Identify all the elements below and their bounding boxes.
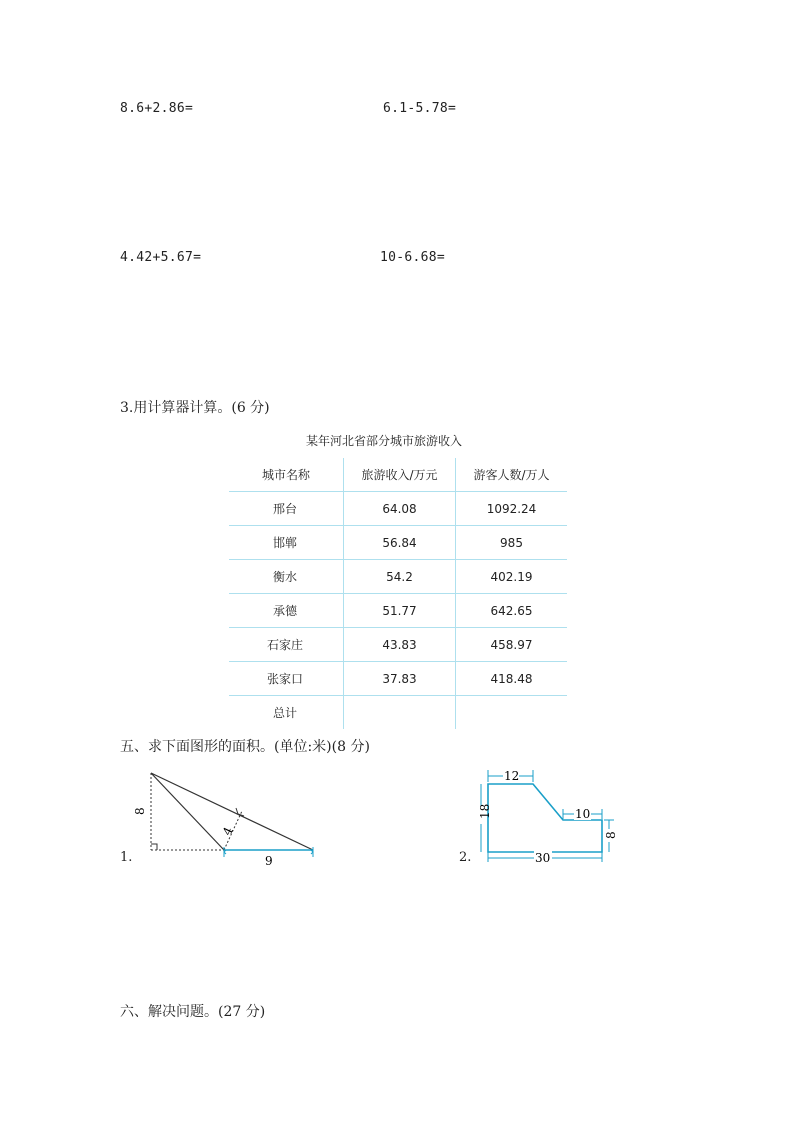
table-title: 某年河北省部分城市旅游收入 (306, 434, 463, 448)
total-income-cell (344, 696, 456, 730)
label-height: 8 (133, 807, 147, 815)
section5-heading: 五、求下面图形的面积。(单位:米)(8 分) (120, 739, 370, 755)
table-row (229, 662, 567, 696)
header-visitors: 游客人数/万人 (456, 458, 568, 492)
city-cell: 石家庄 (229, 628, 344, 662)
section6-heading: 六、解决问题。(27 分) (120, 1004, 266, 1020)
city-cell: 承德 (229, 594, 344, 628)
section3-heading: 3.用计算器计算。(6 分) (120, 400, 270, 416)
city-cell: 邢台 (229, 492, 344, 526)
city-cell: 衡水 (229, 560, 344, 594)
triangle-side-hypotenuse (151, 773, 313, 850)
table-header-row (229, 458, 567, 492)
city-cell: 张家口 (229, 662, 344, 696)
calc-item-4: 10-6.68= (380, 250, 446, 265)
income-cell: 64.08 (344, 492, 456, 526)
income-cell: 43.83 (344, 628, 456, 662)
header-income: 旅游收入/万元 (344, 458, 456, 492)
income-cell: 56.84 (344, 526, 456, 560)
calc-item-3: 4.42+5.67= (120, 250, 202, 265)
table-row (229, 560, 567, 594)
figure2-number: 2. (459, 850, 472, 865)
table-row (229, 594, 567, 628)
city-cell: 邯郸 (229, 526, 344, 560)
table-row (229, 628, 567, 662)
composite-shape-figure (472, 766, 622, 866)
label-top: 12 (504, 769, 520, 783)
calc-item-1: 8.6+2.86= (120, 101, 194, 116)
visitors-cell: 1092.24 (456, 492, 568, 526)
tourism-table (229, 458, 567, 729)
visitors-cell: 642.65 (456, 594, 568, 628)
header-city: 城市名称 (229, 458, 344, 492)
altitude-right-angle-mark (236, 808, 244, 816)
label-step: 10 (575, 807, 591, 821)
label-base: 9 (265, 854, 273, 868)
triangle-side-left (151, 773, 224, 850)
visitors-cell: 985 (456, 526, 568, 560)
visitors-cell: 418.48 (456, 662, 568, 696)
label-right: 8 (604, 831, 618, 839)
income-cell: 54.2 (344, 560, 456, 594)
table-row (229, 526, 567, 560)
income-cell: 51.77 (344, 594, 456, 628)
table-row (229, 492, 567, 526)
visitors-cell: 458.97 (456, 628, 568, 662)
total-visitors-cell (456, 696, 568, 730)
label-altitude: 4 (219, 824, 236, 838)
calc-item-2: 6.1-5.78= (383, 101, 457, 116)
visitors-cell: 402.19 (456, 560, 568, 594)
table-row-total (229, 696, 567, 730)
right-angle-mark (151, 844, 157, 850)
label-left: 18 (478, 803, 492, 819)
income-cell: 37.83 (344, 662, 456, 696)
triangle-figure (130, 765, 330, 870)
total-label-cell: 总计 (229, 696, 344, 730)
label-bottom: 30 (535, 851, 551, 865)
figure1-number: 1. (120, 850, 133, 865)
